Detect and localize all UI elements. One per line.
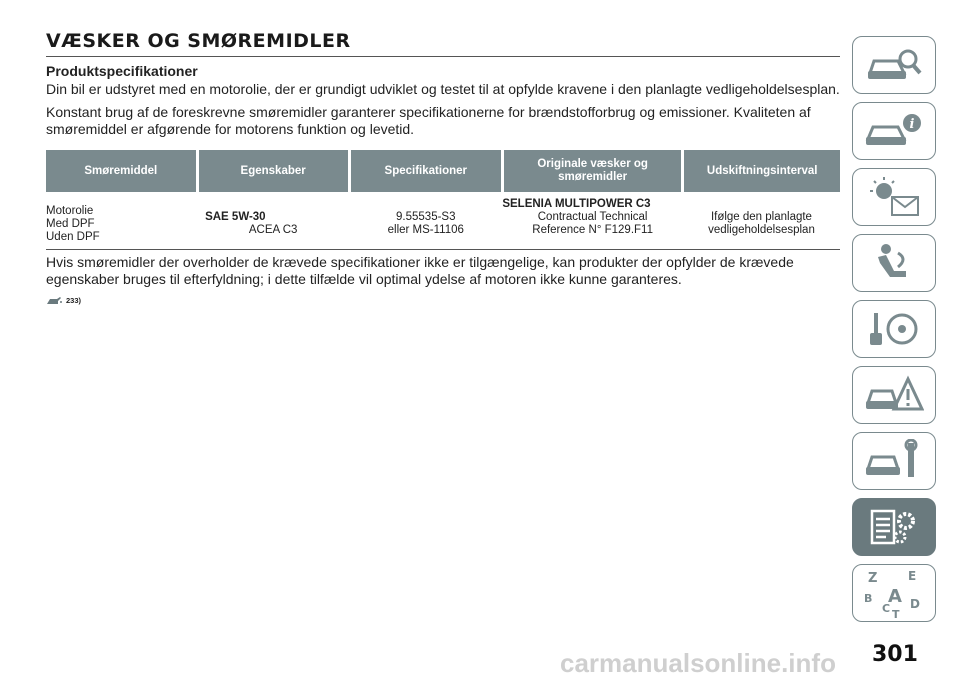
tab-list-gears[interactable] <box>852 498 936 556</box>
tab-seat-airbag[interactable] <box>852 234 936 292</box>
svg-text:D: D <box>910 597 920 611</box>
svg-text:B: B <box>864 592 873 605</box>
properties-acea: ACEA C3 <box>248 224 298 236</box>
car-tools-icon <box>864 439 924 483</box>
cell-original <box>502 192 683 250</box>
cell-properties <box>197 192 349 250</box>
key-steering-icon <box>864 307 924 351</box>
light-mail-icon <box>864 175 924 219</box>
oil-can-icon <box>46 294 62 306</box>
interval-line-1: Ifølge den planlagte <box>710 211 812 223</box>
tab-car-tools[interactable] <box>852 432 936 490</box>
header-original: Originale væsker og smøremidler <box>502 150 683 192</box>
substitute-note: Hvis smøremidler der overholder de krævede specifikationer ikke er tilgængelige, kan produkter der opfylder de krævede egenskaber bruges til efterfyldning; i dette tilfælde vil optimal ydelse af motoren ikke kunne garanteres. <box>46 254 794 287</box>
svg-text:C: C <box>882 602 891 615</box>
cell-interval <box>683 192 840 250</box>
title-rule <box>46 56 840 57</box>
tab-car-search[interactable] <box>852 36 936 94</box>
tab-key-steering[interactable] <box>852 300 936 358</box>
spec-line-2: eller MS-11106 <box>387 224 464 236</box>
warning-reference <box>46 294 840 306</box>
tab-light-mail[interactable] <box>852 168 936 226</box>
properties-grade: SAE 5W-30 <box>205 211 266 223</box>
paragraph-1: Din bil er udstyret med en motorolie, der er grundigt udviklet og testet til at opfylde kravene i den planlagte vedligeholdelsesplan. <box>46 81 840 97</box>
cell-lubricant <box>46 192 197 250</box>
chapter-sidebar <box>852 36 938 630</box>
original-ref-1: Contractual Technical <box>537 211 648 223</box>
tab-alphabet-index[interactable] <box>852 564 936 622</box>
warning-ref-label: 233) <box>66 295 82 305</box>
lubricant-line-2: Med DPF <box>46 218 95 230</box>
table-row <box>46 192 840 250</box>
seat-airbag-icon <box>864 241 924 285</box>
svg-text:Z: Z <box>868 571 878 586</box>
svg-text:E: E <box>908 569 917 583</box>
cell-specifications <box>349 192 502 250</box>
section-subtitle: Produktspecifikationer <box>46 63 198 79</box>
paragraph-2: Konstant brug af de foreskrevne smøremidler garanterer specifikationerne for brændstofforbrug og emissioner. Kvaliteten af smøremiddel er afgørende for motorens funktion og levetid. <box>46 104 811 137</box>
original-ref-2: Reference N° F129.F11 <box>532 224 653 236</box>
lubricant-line-1: Motorolie <box>46 205 94 217</box>
alphabet-index-icon <box>862 568 926 618</box>
svg-text:T: T <box>892 608 900 618</box>
header-interval: Udskiftningsinterval <box>683 150 840 192</box>
page-number: 301 <box>872 642 918 667</box>
watermark: carmanualsonline.info <box>560 648 836 678</box>
spec-line-1: 9.55535-S3 <box>396 211 456 223</box>
interval-line-2: vedligeholdelsesplan <box>708 224 815 236</box>
header-lubricant: Smøremiddel <box>46 150 197 192</box>
main-content <box>46 30 840 306</box>
tab-car-info[interactable] <box>852 102 936 160</box>
tab-car-warning[interactable] <box>852 366 936 424</box>
car-info-icon <box>864 111 924 151</box>
car-search-icon <box>864 45 924 85</box>
page-title: VÆSKER OG SMØREMIDLER <box>46 30 351 52</box>
lubricant-table <box>46 150 840 250</box>
header-specifications: Specifikationer <box>349 150 502 192</box>
header-properties: Egenskaber <box>197 150 349 192</box>
original-product: SELENIA MULTIPOWER C3 <box>502 198 651 210</box>
table-header-row <box>46 150 840 192</box>
lubricant-line-3: Uden DPF <box>46 231 100 243</box>
car-warning-icon <box>864 373 924 417</box>
svg-text:A: A <box>888 586 902 607</box>
svg-text:i: i <box>909 117 915 132</box>
list-gears-icon <box>864 505 924 549</box>
